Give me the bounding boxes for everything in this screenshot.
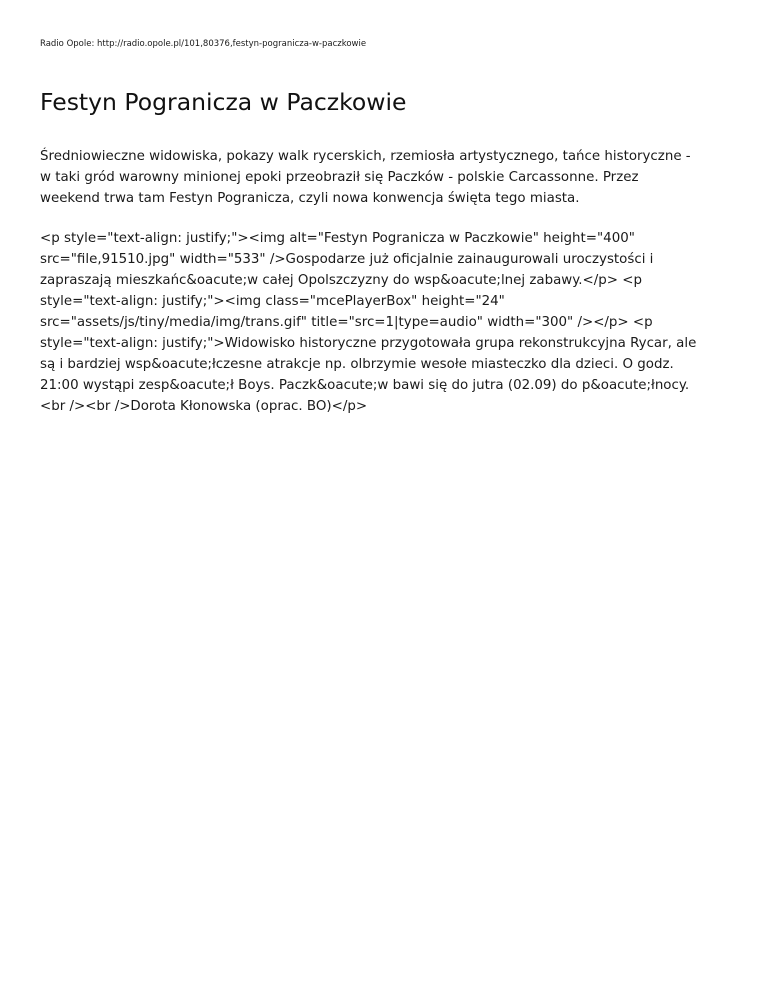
lead-line: w taki gród warowny minionej epoki przeobraził się Paczków - polskie Carcassonne. Przez xyxy=(40,170,639,185)
lead-line: Średniowieczne widowiska, pokazy walk rycerskich, rzemiosła artystycznego, tańce historyczne - xyxy=(40,149,691,164)
body-line: style="text-align: justify;"><img class="mcePlayerBox" height="24" xyxy=(40,294,505,309)
body-line: src="file,91510.jpg" width="533" />Gospodarze już oficjalnie zainaugurowali uroczystości i xyxy=(40,252,654,267)
source-url: Radio Opole: http://radio.opole.pl/101,80376,festyn-pogranicza-w-paczkowie xyxy=(40,39,367,49)
body-line: style="text-align: justify;">Widowisko historyczne przygotowała grupa rekonstrukcyjna Rycar, ale xyxy=(40,336,697,351)
article-lead xyxy=(40,146,730,209)
body-line: 21:00 wystąpi zesp&oacute;ł Boys. Paczk&oacute;w bawi się do jutra (02.09) do p&oacute;łnocy. xyxy=(40,378,690,393)
body-line: zapraszają mieszkańc&oacute;w całej Opolszczyzny do wsp&oacute;lnej zabawy.</p> <p xyxy=(40,273,642,288)
body-line: <br /><br />Dorota Kłonowska (oprac. BO)</p> xyxy=(40,399,368,414)
body-line: <p style="text-align: justify;"><img alt="Festyn Pogranicza w Paczkowie" height="400" xyxy=(40,231,635,246)
article-body xyxy=(40,228,730,417)
article-title: Festyn Pogranicza w Paczkowie xyxy=(40,88,407,116)
lead-line: weekend trwa tam Festyn Pogranicza, czyli nowa konwencja święta tego miasta. xyxy=(40,191,580,206)
body-line: są i bardziej wsp&oacute;łczesne atrakcje np. olbrzymie wesołe miasteczko dla dzieci. O godz. xyxy=(40,357,674,372)
body-line: src="assets/js/tiny/media/img/trans.gif" title="src=1|type=audio" width="300" /></p> <p xyxy=(40,315,653,330)
